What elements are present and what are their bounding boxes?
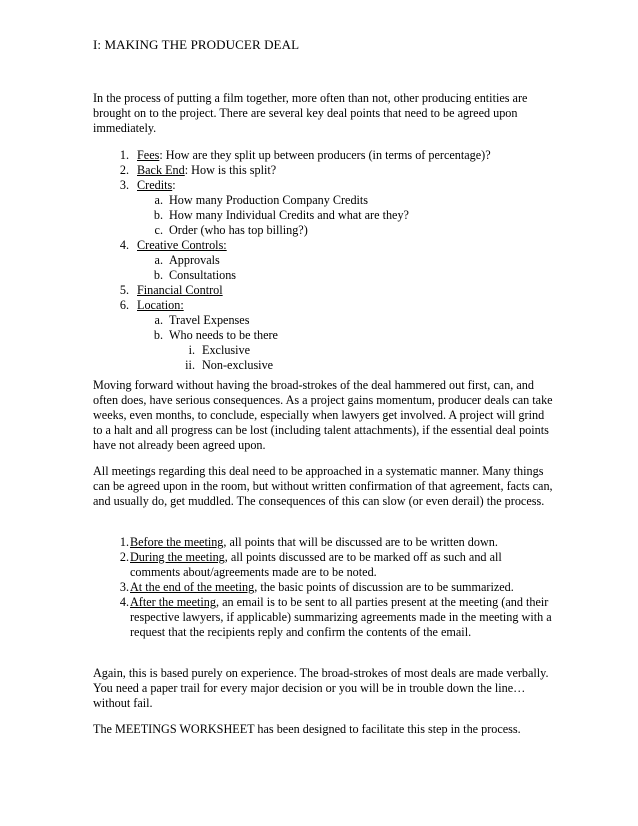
- creative-controls-sub-item: a. Approvals: [154, 253, 220, 267]
- fees-label: Fees: [137, 148, 160, 162]
- location-label: Location:: [137, 298, 184, 312]
- worksheet-paragraph: The MEETINGS WORKSHEET has been designed to facilitate this step in the process.: [93, 722, 521, 736]
- meeting-steps-list: [93, 535, 553, 640]
- deal-point-creative-controls: 4. Creative Controls:: [119, 238, 227, 252]
- step-end-of-meeting: 3. At the end of the meeting, the basic points of discussion are to be summarized.: [119, 580, 514, 594]
- experience-paragraph: Again, this is based purely on experience. The broad-strokes of most deals are made verbally. You need a paper trail for every major decision or you will be in trouble down the line…without fail.: [93, 666, 549, 710]
- credits-sub-item: a. How many Production Company Credits: [154, 193, 369, 207]
- back-end-label: Back End: [137, 163, 185, 177]
- location-sub-item: a. Travel Expenses: [154, 313, 250, 327]
- creative-controls-label: Creative Controls:: [137, 238, 227, 252]
- section-title: I: MAKING THE PRODUCER DEAL: [93, 37, 300, 52]
- credits-sub-item: b. How many Individual Credits and what are they?: [153, 208, 409, 222]
- creative-controls-sub-item: b. Consultations: [153, 268, 237, 282]
- meetings-paragraph: All meetings regarding this deal need to be approached in a systematic manner. Many things can be agreed upon in the room, but without written confirmation of that agreement, facts can, and usually do, get muddled. The consequences of this can slow (or even derail) the process.: [93, 464, 553, 508]
- deal-point-credits: 3. Credits:: [119, 178, 176, 192]
- deal-point-back-end: 2. Back End: How is this split?: [119, 163, 277, 177]
- credits-label: Credits: [137, 178, 173, 192]
- step-before-meeting: 1. Before the meeting, all points that will be discussed are to be written down.: [119, 535, 498, 549]
- deal-points-list: [93, 148, 553, 373]
- consequences-paragraph: Moving forward without having the broad-strokes of the deal hammered out first, can, and often does, have serious consequences. As a project gains momentum, producer deals can take weeks, even months, to conclude, especially when lawyers get involved. A project will grind to a halt and all progress can be lost (including talent attachments), if the essential deal points have not already been agreed upon.: [93, 378, 553, 452]
- deal-point-financial-control: 5. Financial Control: [119, 283, 223, 297]
- step-during-meeting: 2. During the meeting, all points discussed are to be marked off as such and all comments about/agreements made are to be noted.: [119, 550, 502, 579]
- location-sub-sub-item: ii. Non-exclusive: [185, 358, 274, 372]
- financial-control-label: Financial Control: [137, 283, 223, 297]
- deal-point-fees: 1. Fees: How are they split up between producers (in terms of percentage)?: [119, 148, 491, 162]
- location-sub-sub-item: i. Exclusive: [188, 343, 251, 357]
- credits-sub-item: c. Order (who has top billing?): [154, 223, 308, 237]
- intro-paragraph: In the process of putting a film together, more often than not, other producing entities are brought on to the project. There are several key deal points that need to be agreed upon immediately.: [93, 91, 528, 135]
- location-sub-item: b. Who needs to be there: [153, 328, 278, 342]
- deal-point-location: 6. Location:: [119, 298, 184, 312]
- step-after-meeting: 4. After the meeting, an email is to be sent to all parties present at the meeting (and their respective lawyers, if applicable) summarizing agreements made in the meeting with a request that the recipients reply and confirm the contents of the email.: [119, 595, 552, 639]
